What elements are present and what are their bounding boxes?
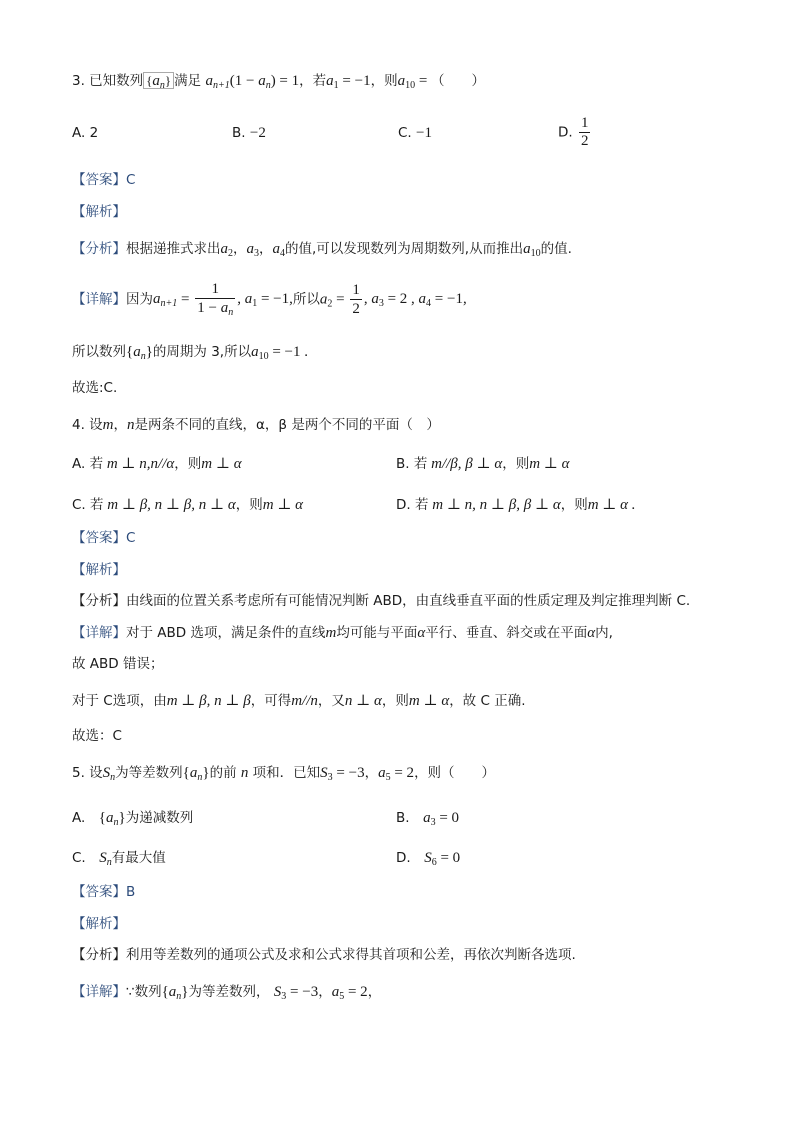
q5-option-b: B. $a_3 = 0$	[396, 810, 460, 828]
q5-detail: 【详解】∵数列$\{a_n\}$为等差数列， $S_3 = -3$，$a_5 = 2$，	[72, 984, 382, 1002]
q3-option-a: A. 2	[72, 125, 99, 141]
q3-answer: 【答案】C	[72, 172, 136, 188]
q3-detail-2: 所以数列$\{a_n\}$的周期为 3,所以$a_{10} = -1$ .	[72, 344, 308, 362]
q3-detail: 【详解】因为$a_{n+1}$ = $\frac{1}{1 - a_n}$ , $a_1 = -1$,所以$a_2$ = $\frac{1}{2}$ , $a_3 = 2$ , $a_4 = -1$,	[72, 281, 467, 318]
q5-stem: 5. 设$S_n$为等差数列$\{a_n\}$的前 n 项和．已知$S_3 = -3$，$a_5 = 2$，则（ ）	[72, 765, 496, 783]
q5-fenxi: 【分析】利用等差数列的通项公式及求和公式求得其首项和公差，再依次判断各选项.	[72, 947, 576, 963]
q4-option-d: D. 若 m ⊥ n, n ⊥ β, β ⊥ α，则m ⊥ α .	[396, 497, 636, 513]
seq-an: $\{a_n\}$	[143, 72, 174, 89]
q3-guxuan: 故选:C.	[72, 380, 118, 396]
q4-stem: 4. 设m，n是两条不同的直线，α，β 是两个不同的平面（ ）	[72, 417, 440, 433]
q4-jiexi: 【解析】	[72, 562, 126, 578]
q5-jiexi: 【解析】	[72, 916, 126, 932]
q5-option-d: D. $S_6 = 0$	[396, 850, 461, 868]
q3-option-c: C. −1	[398, 125, 432, 141]
q4-option-c: C. 若 m ⊥ β, n ⊥ β, n ⊥ α，则m ⊥ α	[72, 497, 304, 513]
q3-option-d: D. $\frac{1}{2}$	[558, 115, 589, 149]
q4-detail-2: 故 ABD 错误；	[72, 656, 164, 672]
q3-jiexi: 【解析】	[72, 204, 126, 220]
q4-option-b: B. 若 m//β, β ⊥ α，则m ⊥ α	[396, 456, 570, 472]
q5-option-c: C. $S_n$有最大值	[72, 850, 166, 868]
q4-detail: 【详解】对于 ABD 选项，满足条件的直线m均可能与平面α平行、垂直、斜交或在平面α内,	[72, 625, 613, 641]
q3-stem: 3. 已知数列 $\{a_n\}$ 满足 $a_{n+1}(1 - a_n) = 1$，若$a_1 = -1$，则$a_{10}$ = （ ）	[72, 73, 486, 91]
q4-fenxi: 【分析】由线面的位置关系考虑所有可能情况判断 ABD，由直线垂直平面的性质定理及判定推理判断 C.	[72, 593, 691, 609]
q4-answer: 【答案】C	[72, 530, 136, 546]
q3-option-b: B. −2	[232, 125, 266, 141]
q4-option-a: A. 若 m ⊥ n,n//α，则m ⊥ α	[72, 456, 242, 472]
q4-guxuan: 故选：C	[72, 728, 122, 744]
q3-fenxi: 【分析】根据递推式求出$a_2$，$a_3$，$a_4$的值,可以发现数列为周期数列,从而推出$a_{10}$的值.	[72, 241, 572, 259]
q4-detail-3: 对于 C选项，由m ⊥ β, n ⊥ β，可得m//n，又n ⊥ α，则m ⊥ α，故 C 正确.	[72, 693, 526, 709]
q5-answer: 【答案】B	[72, 884, 136, 900]
q5-option-a: A. $\{a_n\}$为递减数列	[72, 810, 194, 828]
